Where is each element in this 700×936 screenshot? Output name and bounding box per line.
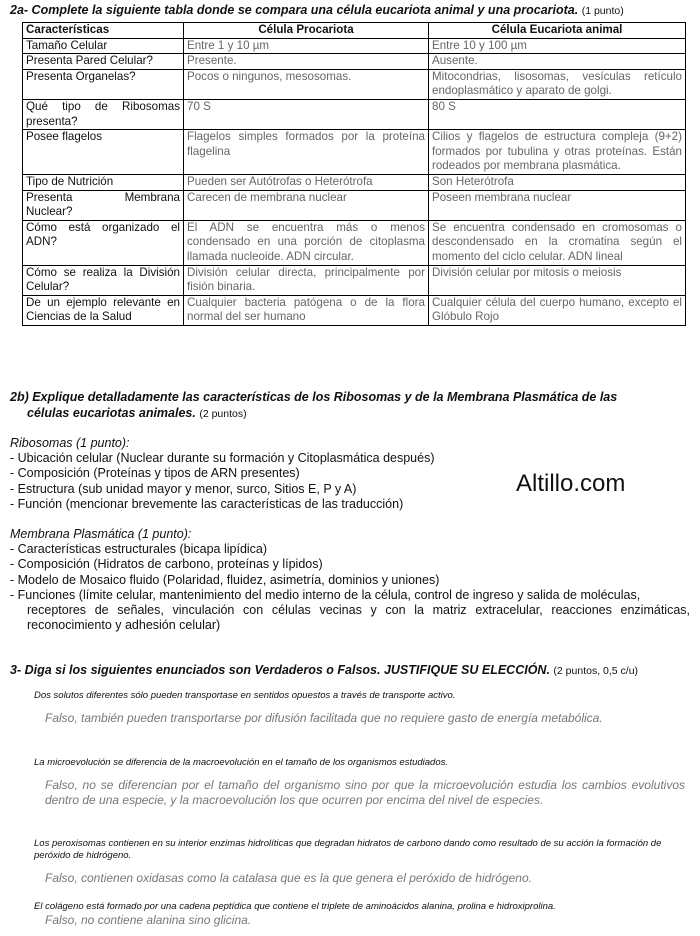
procariota-cell: Cualquier bacteria patógena o de la flora normal del ser humano [184,295,429,325]
table-row [23,99,686,129]
statement-1: Dos solutos diferentes sólo pueden transportase en sentidos opuestos a través de transporte activo. [34,690,456,701]
statement-3: Los peroxisomas contienen en su interior enzimas hidrolíticas que degradan hidratos de carbono dando como resultado de su acción la formación de peróxido de hidrógeno. [34,838,662,861]
question-2b-points: (2 puntos) [199,408,247,420]
eucariota-cell: Poseen membrana nuclear [429,190,686,220]
membrana-item: - Modelo de Mosaico fluido (Polaridad, fluidez, asimetría, dominios y uniones) [10,572,440,587]
table-row [23,54,686,70]
procariota-cell: El ADN se encuentra más o menos condensado en una porción de citoplasma llamada nucleoide. ADN circular. [184,220,429,265]
header-eucariota: Célula Eucariota animal [429,23,686,39]
answer-3: Falso, contienen oxidasas como la catalasa que es la que genera el peróxido de hidrógeno. [45,871,532,885]
question-2a-title [10,3,690,17]
procariota-cell: Pocos o ningunos, mesosomas. [184,69,429,99]
row-label: Presenta Organelas? [23,69,184,99]
row-label: De un ejemplo relevante en Ciencias de la Salud [23,295,184,325]
header-procariota: Célula Procariota [184,23,429,39]
membrana-section [10,527,690,633]
row-label: Cómo está organizado el ADN? [23,220,184,265]
table-row [23,130,686,175]
answer-4: Falso, no contiene alanina sino glicina. [45,913,252,927]
table-row [23,174,686,190]
header-caracteristicas: Características [23,23,184,39]
procariota-cell: Carecen de membrana nuclear [184,190,429,220]
table-header-row [23,23,686,39]
eucariota-cell: División celular por mitosis o meiosis [429,265,686,295]
table-row [23,69,686,99]
table-row [23,295,686,325]
eucariota-cell: Mitocondrias, lisosomas, vesículas retículo endoplasmático y aparato de golgi. [429,69,686,99]
eucariota-cell: Se encuentra condensado en cromosomas o descondensado en la cromatina según el momento del ciclo celular. ADN lineal [429,220,686,265]
row-label: Tamaño Celular [23,38,184,54]
question-3-text: 3- Diga si los siguientes enunciados son Verdaderos o Falsos. JUSTIFIQUE SU ELECCIÓN. [10,663,550,677]
ribosomas-item: - Estructura (sub unidad mayor y menor, surco, Sitios E, P y A) [10,481,357,496]
row-label: Posee flagelos [23,130,184,175]
watermark-logo: Altillo.com [516,470,626,497]
membrana-heading: Membrana Plasmática (1 punto): [10,527,192,541]
row-label: Presenta Membrana Nuclear? [23,190,184,220]
question-2a-text: 2a- Complete la siguiente tabla donde se compara una célula eucariota animal y una procariota. [10,3,579,17]
membrana-item-funciones: - Funciones (límite celular, mantenimiento del medio interno de la célula, control de ingreso y salida de moléculas, [10,587,641,602]
question-2b-line2: células eucariotas animales. [27,406,196,420]
eucariota-cell: Cilios y flagelos de estructura compleja (9+2) formados por tubulina y otras proteínas. Están rodeados por membrana plasmática. [429,130,686,175]
ribosomas-item: - Composición (Proteínas y tipos de ARN presentes) [10,466,300,481]
answer-1: Falso, también pueden transportarse por difusión facilitada que no requiere gasto de energía metabólica. [45,711,603,725]
table-row [23,265,686,295]
question-2a-points: (1 punto) [581,5,624,17]
procariota-cell: Pueden ser Autótrofas o Heterótrofa [184,174,429,190]
statement-4: El colágeno está formado por una cadena peptídica que contiene el triplete de aminoácidos alanina, prolina e hidroxiprolina. [34,901,556,912]
question-2b-title [10,389,690,422]
membrana-item: - Composición (Hidratos de carbono, proteínas y lípidos) [10,557,323,572]
eucariota-cell: Ausente. [429,54,686,70]
question-3-points: (2 puntos, 0,5 c/u) [553,665,639,677]
table-row [23,190,686,220]
eucariota-cell: Cualquier célula del cuerpo humano, excepto el Glóbulo Rojo [429,295,686,325]
procariota-cell: 70 S [184,99,429,129]
row-label: Presenta Pared Celular? [23,54,184,70]
comparison-table [22,22,686,326]
procariota-cell: Flagelos simples formados por la proteína flagelina [184,130,429,175]
question-2b-line1: 2b) Explique detalladamente las características de los Ribosomas y de la Membrana Plasmática de las [10,390,618,404]
procariota-cell: Entre 1 y 10 µm [184,38,429,54]
eucariota-cell: Entre 10 y 100 µm [429,38,686,54]
membrana-item-funciones-cont: receptores de señales, vinculación con células vecinas y con la matriz extracelular, reacciones enzimáticas, reconocimiento y adhesión celular) [27,603,690,633]
answer-2: Falso, no se diferencian por el tamaño del organismo sino por que la microevolución estudia los cambios evolutivos dentro de una especie, y la macroevolución los que ocurren por encima del nivel de especies. [45,778,685,807]
eucariota-cell: 80 S [429,99,686,129]
eucariota-cell: Son Heterótrofa [429,174,686,190]
question-3-title [10,663,690,677]
ribosomas-item: - Función (mencionar brevemente las características de las traducción) [10,496,404,511]
statement-2: La microevolución se diferencia de la macroevolución en el tamaño de los organismos estudiados. [34,757,449,768]
procariota-cell: División celular directa, principalmente por fisión binaria. [184,265,429,295]
ribosomas-heading: Ribosomas (1 punto): [10,436,130,450]
ribosomas-item: - Ubicación celular (Nuclear durante su formación y Citoplasmática después) [10,451,435,466]
row-label: Qué tipo de Ribosomas presenta? [23,99,184,129]
row-label: Tipo de Nutrición [23,174,184,190]
row-label: Cómo se realiza la División Celular? [23,265,184,295]
membrana-item: - Características estructurales (bicapa lipídica) [10,542,268,557]
procariota-cell: Presente. [184,54,429,70]
table-row [23,220,686,265]
table-row [23,38,686,54]
